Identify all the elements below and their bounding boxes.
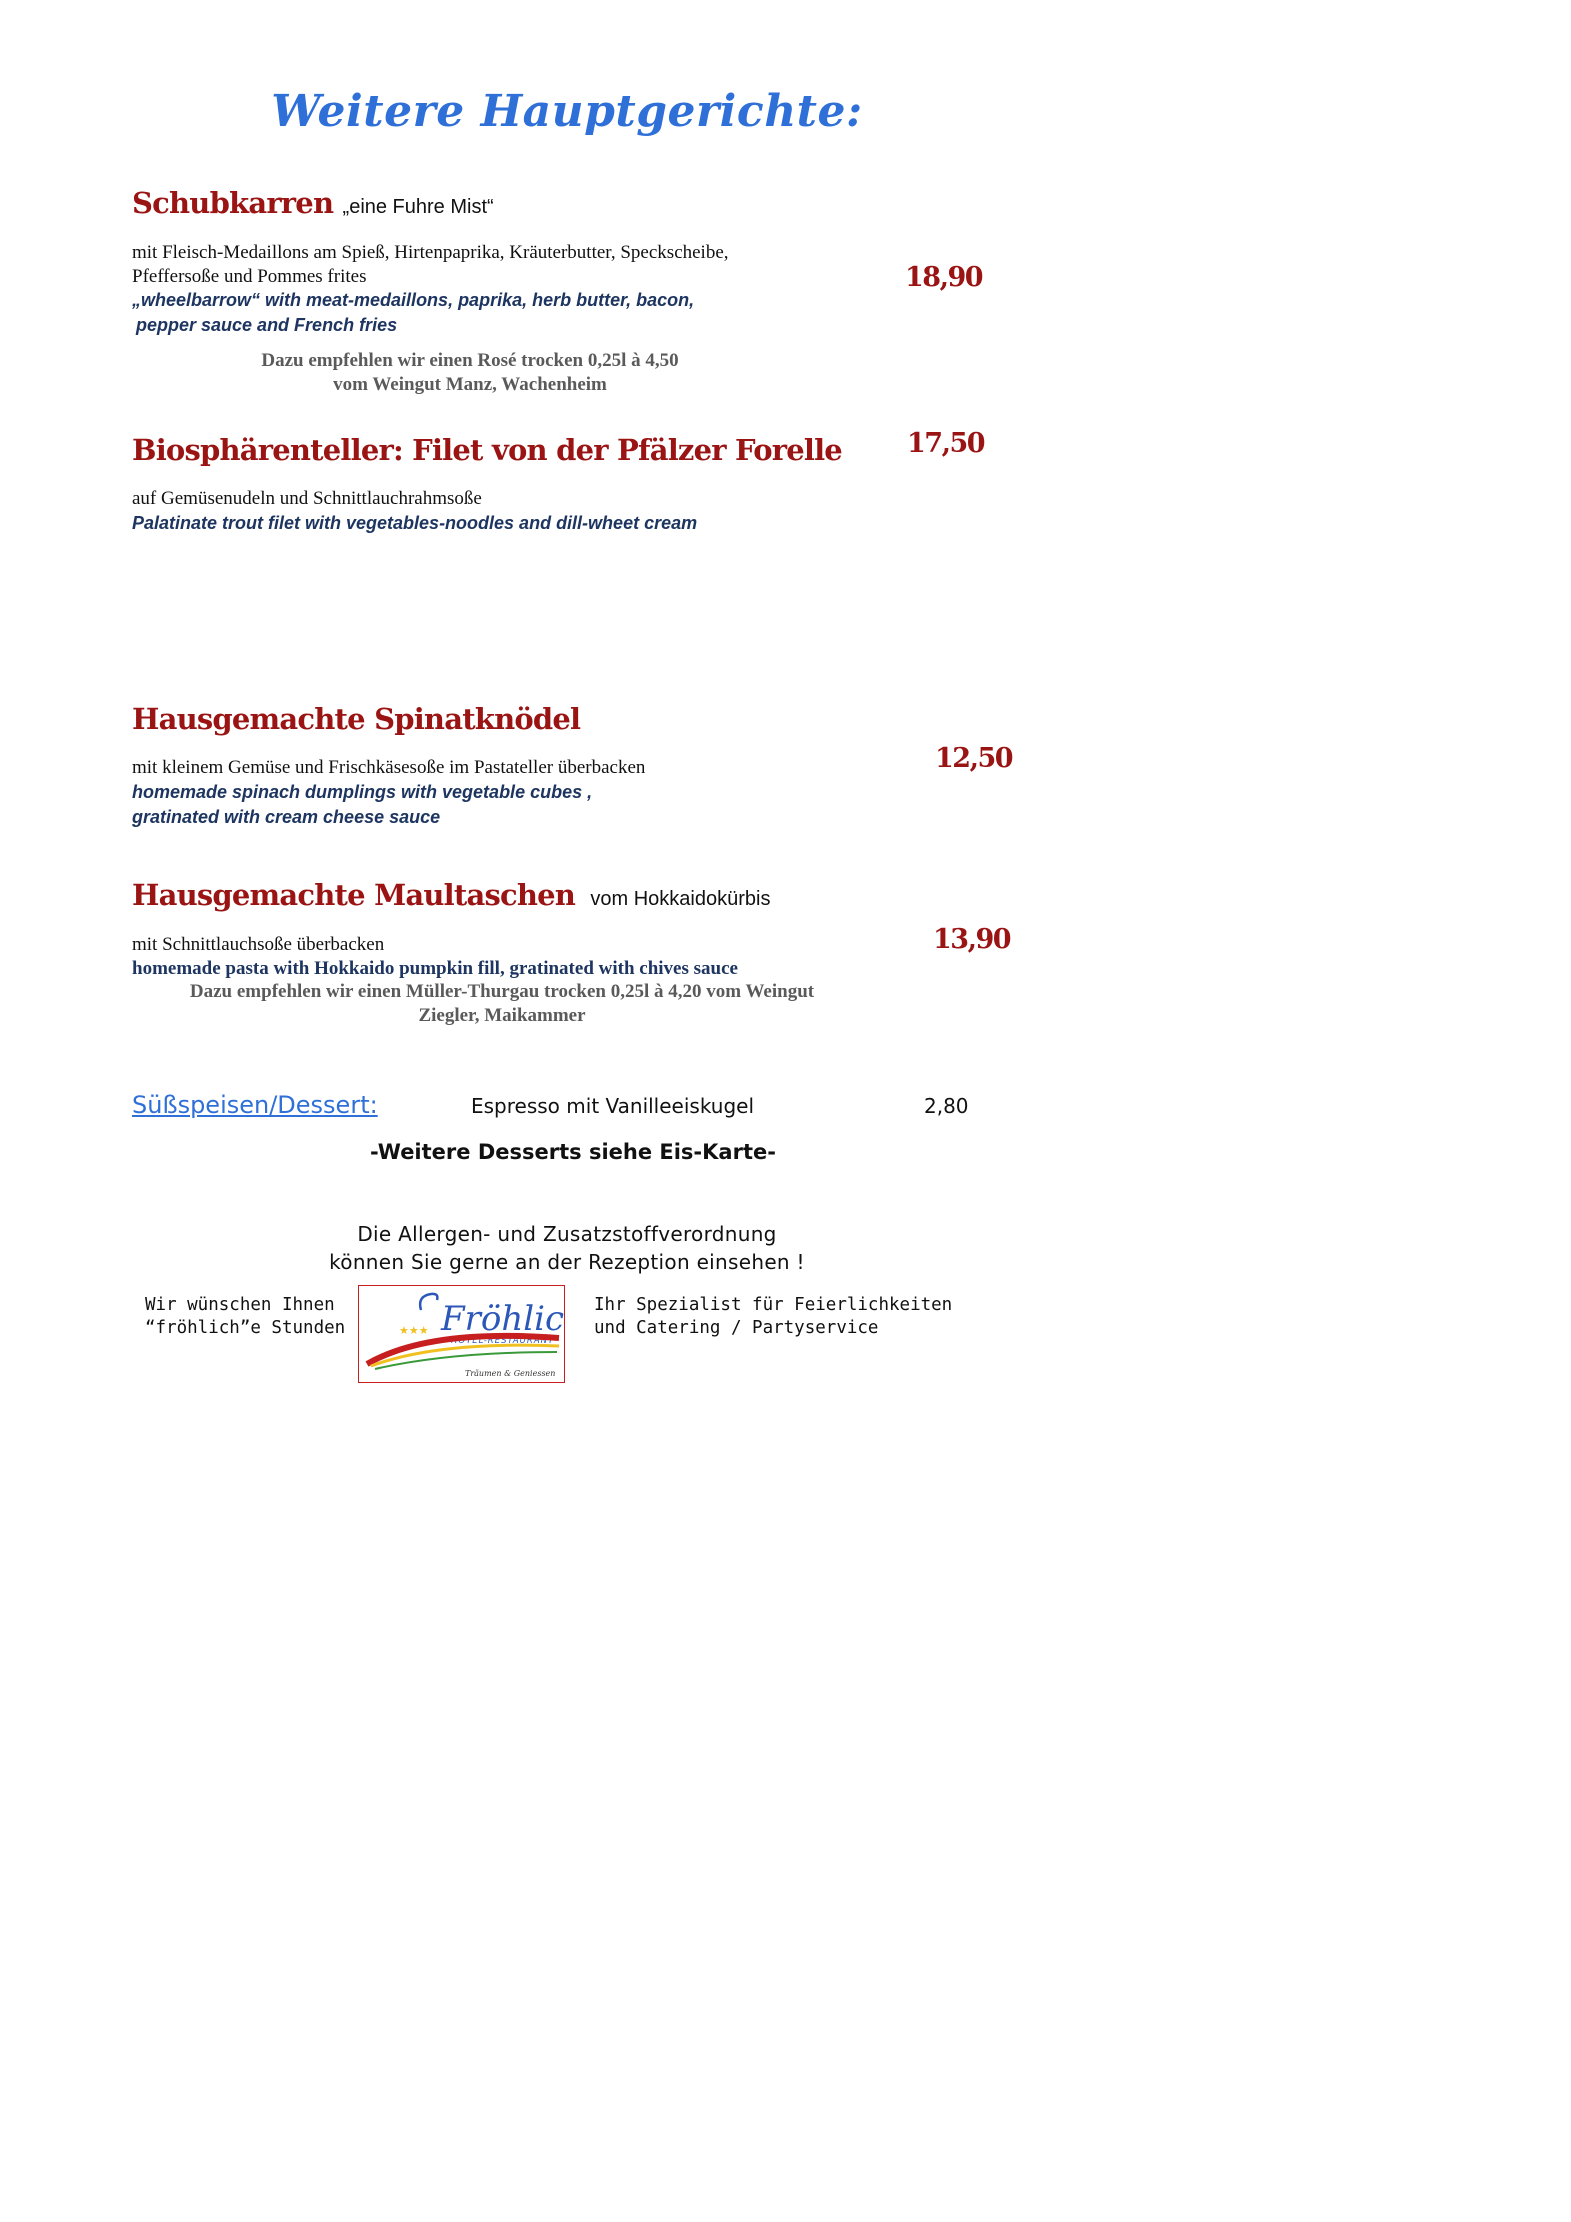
logo-stars: ★★★ [399,1324,429,1337]
description-line: auf Gemüsenudeln und Schnittlauchrahmsoße [132,488,482,509]
dish-description [132,756,645,780]
dish-price: 17,50 [907,428,985,459]
description-line: Pfeffersoße und Pommes frites [132,266,367,287]
dish-name [132,186,494,220]
description-line: mit Fleisch-Medaillons am Spieß, Hirtenpaprika, Kräuterbutter, Speckscheibe, [132,242,729,263]
logo-tagline: Träumen & Geniessen [465,1369,556,1378]
english-line: pepper sauce and French fries [136,315,398,335]
english-line: Palatinate trout filet with vegetables-noodles and dill-wheet cream [132,513,698,533]
dish-name [132,878,770,912]
wine-line: Dazu empfehlen wir einen Rosé trocken 0,25l à 4,50 [261,350,679,371]
dish-description [132,241,729,289]
dish-description [132,933,384,957]
logo-graphic [359,1286,564,1382]
dish-price: 13,90 [933,924,1011,955]
dish-name-text: Hausgemachte Maultaschen [132,878,576,912]
description-line: mit Schnittlauchsoße überbacken [132,934,385,955]
allergen-line: Die Allergen- und Zusatzstoffverordnung [357,1222,777,1246]
dessert-heading-link[interactable]: Süßspeisen/Dessert: [132,1091,378,1119]
allergen-line: können Sie gerne an der Rezeption einsehen ! [329,1250,805,1274]
wine-line: vom Weingut Manz, Wachenheim [333,374,607,395]
wine-recommendation [132,980,872,1028]
dessert-price: 2,80 [924,1094,969,1118]
footer-line: “fröhlich”e Stunden [145,1318,346,1338]
dish-name [132,433,842,467]
wine-recommendation [200,349,740,397]
dish-name-text: Biosphärenteller: Filet von der Pfälzer Forelle [132,433,842,467]
description-line: mit kleinem Gemüse und Frischkäsesoße im Pastateller überbacken [132,757,646,778]
english-line: „wheelbarrow“ with meat-medaillons, paprika, herb butter, bacon, [132,290,695,310]
english-line: homemade pasta with Hokkaido pumpkin fill, gratinated with chives sauce [132,958,738,979]
dish-name-text: Hausgemachte Spinatknödel [132,702,581,736]
dish-name-text: Schubkarren [132,186,334,220]
dish-name [132,702,580,736]
dish-english [132,780,592,830]
dish-english [132,957,738,981]
dish-subtitle: vom Hokkaidokürbis [590,888,771,910]
footer-greeting [145,1294,345,1340]
footer-line: Ihr Spezialist für Feierlichkeiten [594,1295,953,1315]
footer-services [594,1294,952,1340]
dish-price: 18,90 [905,262,983,293]
dish-subtitle: „eine Fuhre Mist“ [342,196,494,218]
dish-english [132,511,697,536]
english-line: gratinated with cream cheese sauce [132,807,441,827]
dish-english [132,288,694,338]
dish-price: 12,50 [935,743,1013,774]
wine-line: Ziegler, Maikammer [418,1005,586,1026]
hotel-logo [358,1285,565,1383]
logo-subtitle: HOTEL-RESTAURANT [451,1336,555,1346]
english-line: homemade spinach dumplings with vegetable cubes , [132,782,593,802]
dessert-item: Espresso mit Vanilleeiskugel [471,1094,755,1118]
allergen-note [0,1220,1134,1276]
page-title: Weitere Hauptgerichte: [271,86,863,137]
footer-line: und Catering / Partyservice [594,1318,879,1338]
footer-line: Wir wünschen Ihnen [145,1295,335,1315]
more-desserts-note: -Weitere Desserts siehe Eis-Karte- [370,1140,776,1164]
logo-name: Fröhlic [441,1299,564,1339]
wine-line: Dazu empfehlen wir einen Müller-Thurgau trocken 0,25l à 4,20 vom Weingut [189,981,815,1002]
dish-description [132,487,482,511]
